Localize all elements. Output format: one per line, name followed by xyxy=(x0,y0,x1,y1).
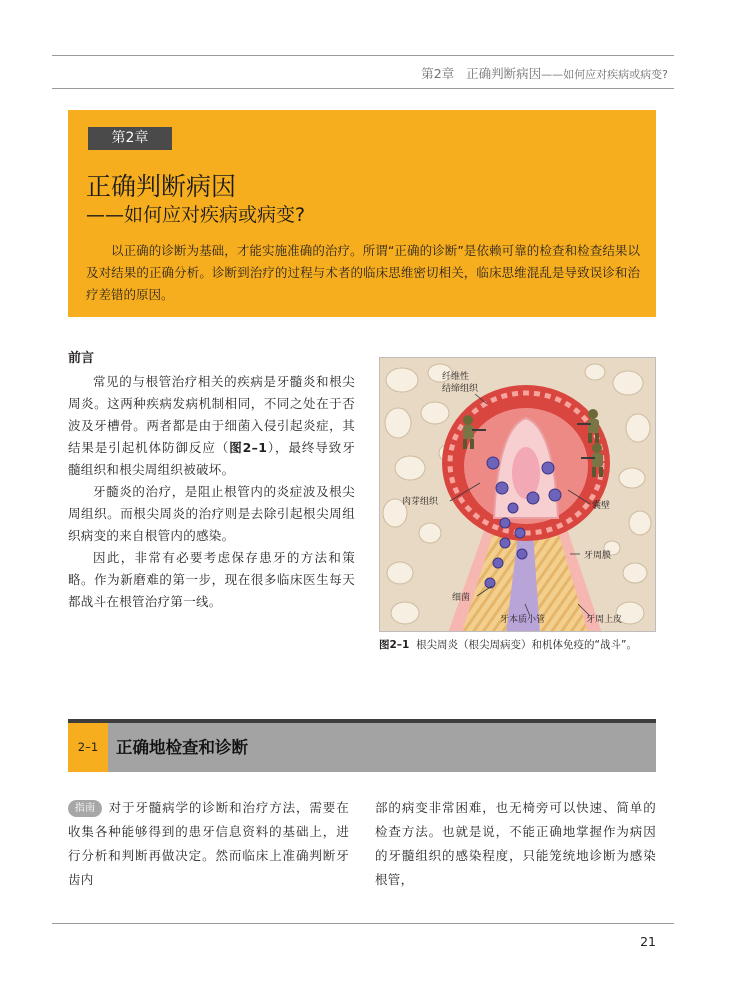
label-capsule: 囊壁 xyxy=(592,501,611,511)
label-pdl: 牙周膜 xyxy=(584,551,612,561)
running-head xyxy=(421,64,668,82)
label-granulation: 肉芽组织 xyxy=(402,497,439,507)
figure-reference: 图2–1 xyxy=(229,440,268,455)
body-column-left xyxy=(68,796,349,892)
figure-caption xyxy=(379,637,637,652)
header-rule-bottom xyxy=(52,88,674,89)
preface-text xyxy=(68,371,355,613)
label-epithelium: 牙周上皮 xyxy=(586,615,623,625)
running-head-title: 正确判断病因 xyxy=(466,66,542,81)
lesion-illustration xyxy=(380,358,656,632)
preface-heading: 前言 xyxy=(68,351,95,366)
chapter-intro: 以正确的诊断为基础，才能实施准确的治疗。所谓“正确的诊断”是依赖可靠的检查和检查结果以及对结果的正确分析。诊断到治疗的过程与术者的临床思维密切相关，临床思维混乱是导致误诊和治疗差错的原因。 xyxy=(86,243,640,302)
preface-paragraph-1 xyxy=(68,371,355,481)
body-right-text: 部的病变非常困难，也无椅旁可以快速、简单的检查方法。也就是说，不能正确地掌握作为病因的牙髓组织的感染程度，只能笼统地诊断为感染根管， xyxy=(375,800,656,887)
label-dentinal-tubules: 牙本质小管 xyxy=(500,615,546,625)
header-rule-top xyxy=(52,55,674,56)
section-title: 正确地检查和诊断 xyxy=(116,738,248,757)
preface-paragraph-3: 因此，非常有必要考虑保存患牙的方法和策略。作为新磨难的第一步，现在很多临床医生每天都战斗在根管治疗第一线。 xyxy=(68,550,355,609)
label-fibrous-tissue-1: 纤维性 xyxy=(442,372,470,382)
footer-rule xyxy=(52,923,674,924)
chapter-opener xyxy=(68,110,656,317)
section-number: 2–1 xyxy=(68,723,108,772)
label-fibrous-tissue-2: 结缔组织 xyxy=(442,384,479,394)
figure-number: 图2–1 xyxy=(379,639,410,651)
running-head-subtitle: ——如何应对疾病或病变? xyxy=(541,68,668,81)
section-header xyxy=(68,719,656,772)
chapter-subtitle: ——如何应对疾病或病变? xyxy=(86,204,306,226)
body-left-text: 对于牙髓病学的诊断和治疗方法，需要在收集各种能够得到的患牙信息资料的基础上，进行分析和判断再做决定。然而临床上准确判断牙齿内 xyxy=(68,800,349,887)
label-bacteria: 细菌 xyxy=(452,593,471,603)
preface-paragraph-2: 牙髓炎的治疗，是阻止根管内的炎症波及根尖周组织。而根尖周炎的治疗则是去除引起根尖周组织病变的来自根管内的感染。 xyxy=(68,484,355,543)
page-number: 21 xyxy=(640,934,656,949)
preface-p1-after: ），最终导致牙髓组织和根尖周组织被破坏。 xyxy=(68,440,355,477)
chapter-title: 正确判断病因 xyxy=(86,172,237,201)
body-column-right xyxy=(375,796,656,892)
running-head-chapter: 第2章 xyxy=(421,66,455,81)
figure-illustration xyxy=(379,357,656,632)
guide-badge: 指南 xyxy=(68,800,102,817)
figure-caption-text: 根尖周炎（根尖周病变）和机体免疫的“战斗”。 xyxy=(416,639,637,651)
preface-p1-before: 常见的与根管治疗相关的疾病是牙髓炎和根尖周炎。这两种疾病发病机制相同，不同之处在于否波及牙槽骨。两者都是由于细菌入侵引起炎症，其结果是引起机体防御反应（ xyxy=(68,374,355,455)
chapter-tag: 第2章 xyxy=(88,127,172,150)
